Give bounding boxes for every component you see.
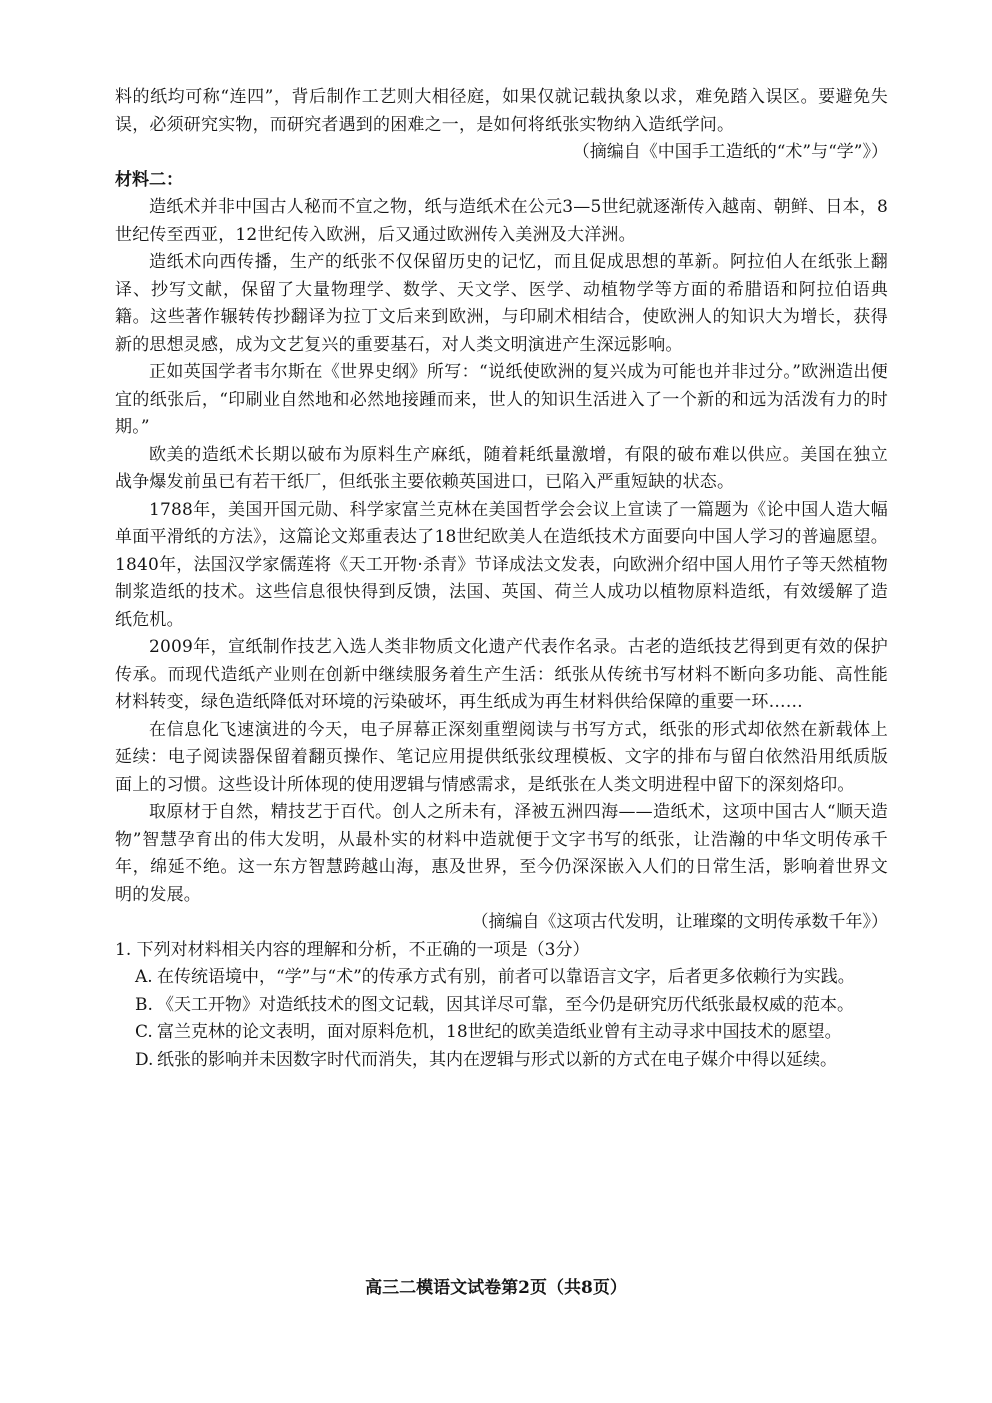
option-key: D. bbox=[135, 1049, 154, 1070]
material-2-paragraph: 造纸术向西传播，生产的纸张不仅保留历史的记忆，而且促成思想的革新。阿拉伯人在纸张上翻译、抄写文献，保留了大量物理学、数学、天文学、医学、动植物学等方面的希腊语和阿拉伯语典籍。这些著作辗转传抄翻译为拉丁文后来到欧洲，与印刷术相结合，使欧洲人的知识大为增长，获得新的思想灵感，成为文艺复兴的重要基石，对人类文明演进产生深远影响。 bbox=[115, 252, 888, 355]
question-1-stem: 1. 下列对材料相关内容的理解和分析，不正确的一项是（3分） bbox=[115, 939, 590, 960]
material-2-paragraph: 正如英国学者韦尔斯在《世界史纲》所写：“说纸使欧洲的复兴成为可能也并非过分。”欧洲造出便宜的纸张后，“印刷业自然地和必然地接踵而来，世人的知识生活进入了一个新的和远为活泼有力的时期。” bbox=[115, 362, 888, 437]
material-2-paragraph: 造纸术并非中国古人秘而不宣之物，纸与造纸术在公元3—5世纪就逐渐传入越南、朝鲜、日本，8世纪传至西亚，12世纪传入欧洲，后又通过欧洲传入美洲及大洋洲。 bbox=[115, 197, 888, 245]
material-2-paragraph: 1788年，美国开国元勋、科学家富兰克林在美国哲学会会议上宣读了一篇题为《论中国人造大幅单面平滑纸的方法》，这篇论文郑重表达了18世纪欧美人在造纸技术方面要向中国人学习的普遍愿望。1840年，法国汉学家儒莲将《天工开物·杀青》节译成法文发表，向欧洲介绍中国人用竹子等天然植物制浆造纸的技术。这些信息很快得到反馈，法国、英国、荷兰人成功以植物原料造纸，有效缓解了造纸危机。 bbox=[115, 499, 888, 630]
material-2-paragraph: 欧美的造纸术长期以破布为原料生产麻纸，随着耗纸量激增，有限的破布难以供应。美国在独立战争爆发前虽已有若干纸厂，但纸张主要依赖英国进口，已陷入严重短缺的状态。 bbox=[115, 444, 888, 492]
material-2-heading: 材料二： bbox=[115, 169, 183, 190]
intro-paragraph: 料的纸均可称“连四”，背后制作工艺则大相径庭，如果仅就记载执象以求，难免踏入误区。要避免失误，必须研究实物，而研究者遇到的困难之一，是如何将纸张实物纳入造纸学问。 bbox=[115, 87, 888, 135]
option-b bbox=[135, 992, 888, 1020]
option-text: 富兰克林的论文表明，面对原料危机，18世纪的欧美造纸业曾有主动寻求中国技术的愿望。 bbox=[157, 1022, 842, 1042]
question-1-options bbox=[115, 964, 888, 1074]
option-d bbox=[135, 1047, 888, 1075]
material-2-paragraph: 在信息化飞速演进的今天，电子屏幕正深刻重塑阅读与书写方式，纸张的形式却依然在新载体上延续：电子阅读器保留着翻页操作、笔记应用提供纸张纹理模板、文字的排布与留白依然沿用纸质版面上的习惯。这些设计所体现的使用逻辑与情感需求，是纸张在人类文明进程中留下的深刻烙印。 bbox=[115, 719, 888, 795]
intro-source: （摘编自《中国手工造纸的“术”与“学”》） bbox=[572, 142, 888, 162]
option-c bbox=[135, 1019, 888, 1047]
option-text: 《天工开物》对造纸技术的图文记载，因其详尽可靠，至今仍是研究历代纸张最权威的范本。 bbox=[157, 994, 854, 1015]
option-key: C. bbox=[135, 1022, 153, 1042]
material-2-paragraph: 取原材于自然，精技艺于百代。创人之所未有，泽被五洲四海——造纸术，这项中国古人“顺天造物”智慧孕育出的伟大发明，从最朴实的材料中造就便于文字书写的纸张，让浩瀚的中华文明传承千年，绵延不绝。这一东方智慧跨越山海，惠及世界，至今仍深深嵌入人们的日常生活，影响着世界文明的发展。 bbox=[115, 802, 888, 905]
material-2-paragraph: 2009年，宣纸制作技艺入选人类非物质文化遗产代表作名录。古老的造纸技艺得到更有效的保护传承。而现代造纸产业则在创新中继续服务着生产生活：纸张从传统书写材料不断向多功能、高性能材料转变，绿色造纸降低对环境的污染破坏，再生纸成为再生材料供给保障的重要一环…… bbox=[115, 637, 888, 712]
option-text: 纸张的影响并未因数字时代而消失，其内在逻辑与形式以新的方式在电子媒介中得以延续。 bbox=[157, 1049, 837, 1070]
page-footer: 高三二模语文试卷第2页（共8页） bbox=[365, 1278, 627, 1298]
option-key: B. bbox=[135, 994, 153, 1015]
exam-page-content bbox=[115, 84, 888, 1074]
material-2-source: （摘编自《这项古代发明，让璀璨的文明传承数千年》） bbox=[471, 912, 888, 932]
option-a bbox=[135, 964, 888, 992]
option-text: 在传统语境中，“学”与“术”的传承方式有别，前者可以靠语言文字，后者更多依赖行为实践。 bbox=[157, 967, 855, 987]
option-key: A. bbox=[135, 967, 153, 987]
